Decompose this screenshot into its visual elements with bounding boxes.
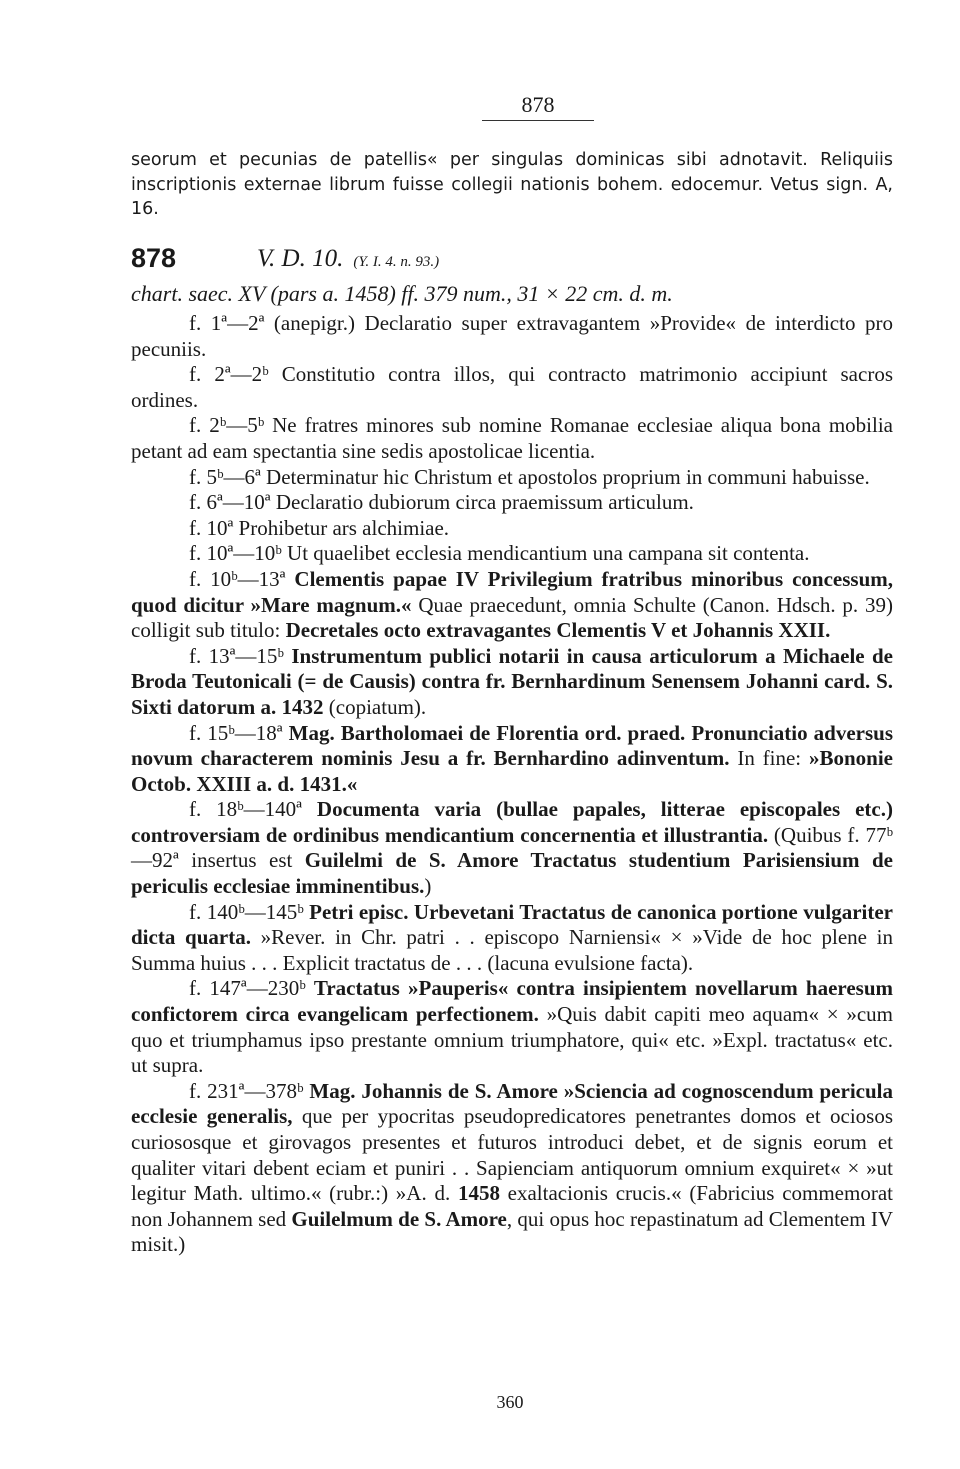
item: f. 2ª—2ᵇ Constitutio contra illos, qui contracto matrimonio accipiunt sacros ordines. <box>131 362 893 412</box>
item <box>131 797 893 899</box>
running-head: 878 <box>482 92 594 121</box>
item: f. 10ª Prohibetur ars alchimiae. <box>189 515 450 540</box>
item-title: Clementis papae IV Privilegium fratribus minoribus concessum, quod dicitur »Mare magnum.« <box>131 566 893 617</box>
item-author: Guilelmum de S. Amore <box>291 1206 507 1231</box>
item-note: In fine: <box>729 746 809 771</box>
item <box>131 900 893 977</box>
item-folio: f. 147ª—230ᵇ <box>189 976 314 1001</box>
item-title: Tractatus »Pauperis« contra insipientem novellarum haeresum confictorem circa evangelicam perfectionem. <box>131 976 893 1027</box>
item-title: Instrumentum publici notarii in causa articulorum a Michaele de Broda Teutonicali (= de Causis) contra fr. Bernhardinum Senensem Johanni card. S. Sixti datorum a. 1432 <box>131 643 893 719</box>
manuscript-description: chart. saec. XV (pars a. 1458) ff. 379 num., 31 × 22 cm. d. m. <box>131 281 673 306</box>
item <box>131 644 893 721</box>
item-note: (Quibus f. 77ᵇ—92ª insertus est <box>131 822 893 873</box>
item-title: Petri episc. Urbevetani Tractatus de canonica portione vulgariter dicta quarta. <box>131 899 894 950</box>
shelf-signature <box>257 245 439 273</box>
item-note: (copiatum). <box>323 694 427 719</box>
item-year: 1458 <box>457 1181 500 1206</box>
page-number: 360 <box>496 1392 524 1412</box>
intro-text: seorum et pecunias de patellis« per singulas dominicas sibi adnotavit. Reliquiis inscriptionis externae librum fuisse collegii nationis bohem. edocemur. Vetus sign. A, 16. <box>131 150 893 219</box>
item-folio: f. 231ª—378ᵇ <box>189 1078 310 1103</box>
item-folio: f. 13ª—15ᵇ <box>189 643 292 668</box>
entry-number: 878 <box>131 243 177 273</box>
item-note: Quae praecedunt, omnia Schulte (Canon. Hdsch. p. 39) colligit sub titulo: <box>131 592 894 643</box>
signature-text: V. D. 10. <box>257 245 344 272</box>
item-title: Mag. Johannis de S. Amore »Sciencia ad cognoscendum pericula ecclesie generalis, <box>131 1078 893 1129</box>
signature-note: (Y. I. 4. n. 93.) <box>353 254 440 270</box>
item-folio: f. 15ᵇ—18ª <box>189 720 289 745</box>
item-title-2: »Bononie Octob. XXIII a. d. 1431.« <box>131 746 893 796</box>
item: f. 10ª—10ᵇ Ut quaelibet ecclesia mendicantium una campana sit contenta. <box>189 541 810 566</box>
item-note: »Quis dabit capiti meo aquam« × »cum quo et triumphamus ipso prestante omnium triumphatore, qui« etc. »Expl. tractatus« etc. ut supra. <box>131 1002 893 1078</box>
item-title: Mag. Bartholomaei de Florentia ord. praed. Pronunciatio adversus novum characterem nominis Jesu a fr. Bernhardino adinventum. <box>131 720 893 771</box>
item: f. 5ᵇ—6ª Determinatur hic Christum et apostolos proprium in communi habuisse. <box>189 464 870 489</box>
item: f. 1ª—2ª (anepigr.) Declaratio super extravagantem »Provide« de interdicto pro pecuniis. <box>131 311 893 361</box>
item-note-end: ) <box>424 874 432 899</box>
item: f. 6ª—10ª Declaratio dubiorum circa praemissum articulum. <box>189 490 694 515</box>
item-title-2: Decretales octo extravagantes Clementis V et Johannis XXII. <box>285 618 831 643</box>
intro-paragraph <box>131 148 893 222</box>
contents-list <box>131 311 893 1258</box>
item: f. 2ᵇ—5ᵇ Ne fratres minores sub nomine Romanae ecclesiae aliqua bona mobilia petant ad eam spectantia sine sedis apostolicae licentia. <box>131 413 893 463</box>
item-note: »Rever. in Chr. patri . . episcopo Narniensi« × »Vide de hoc plene in Summa huius . . . Explicit tractatus de . . . (lacuna evulsione facta). <box>131 925 893 975</box>
item-folio: f. 18ᵇ—140ª <box>189 797 317 822</box>
item-note-3: , qui opus hoc repastinatum ad Clementem IV misit.) <box>131 1206 893 1257</box>
entry-heading <box>131 243 893 277</box>
item-folio: f. 140ᵇ—145ᵇ <box>189 899 310 924</box>
item <box>131 567 893 644</box>
item-note-2: exaltacionis crucis.« (Fabricius commemorat non Johannem sed <box>131 1181 893 1231</box>
item-title: Documenta varia (bullae papales, litterae episcopales etc.) controversiam de ordinibus mendicantium concernentia et illustrantia. <box>131 797 893 847</box>
item-note: que per ypocritas pseudopredicatores penetrantes domos et ociosos curiososque et girovagos presentes et futuros introduci debet, et de signis eorum et qualiter vitari debent eciam et puniri . . Sapienciam antiquorum omnium exquiret« × »ut legitur Math. ultimo.« (rubr.:) »A. d. <box>131 1104 893 1206</box>
item <box>131 976 893 1078</box>
item <box>131 1079 893 1258</box>
item-title-2: Guilelmi de S. Amore Tractatus studentium Parisiensium de periculis ecclesiae imminentibus. <box>131 848 893 899</box>
item-folio: f. 10ᵇ—13ª <box>189 566 295 591</box>
item <box>131 721 893 798</box>
